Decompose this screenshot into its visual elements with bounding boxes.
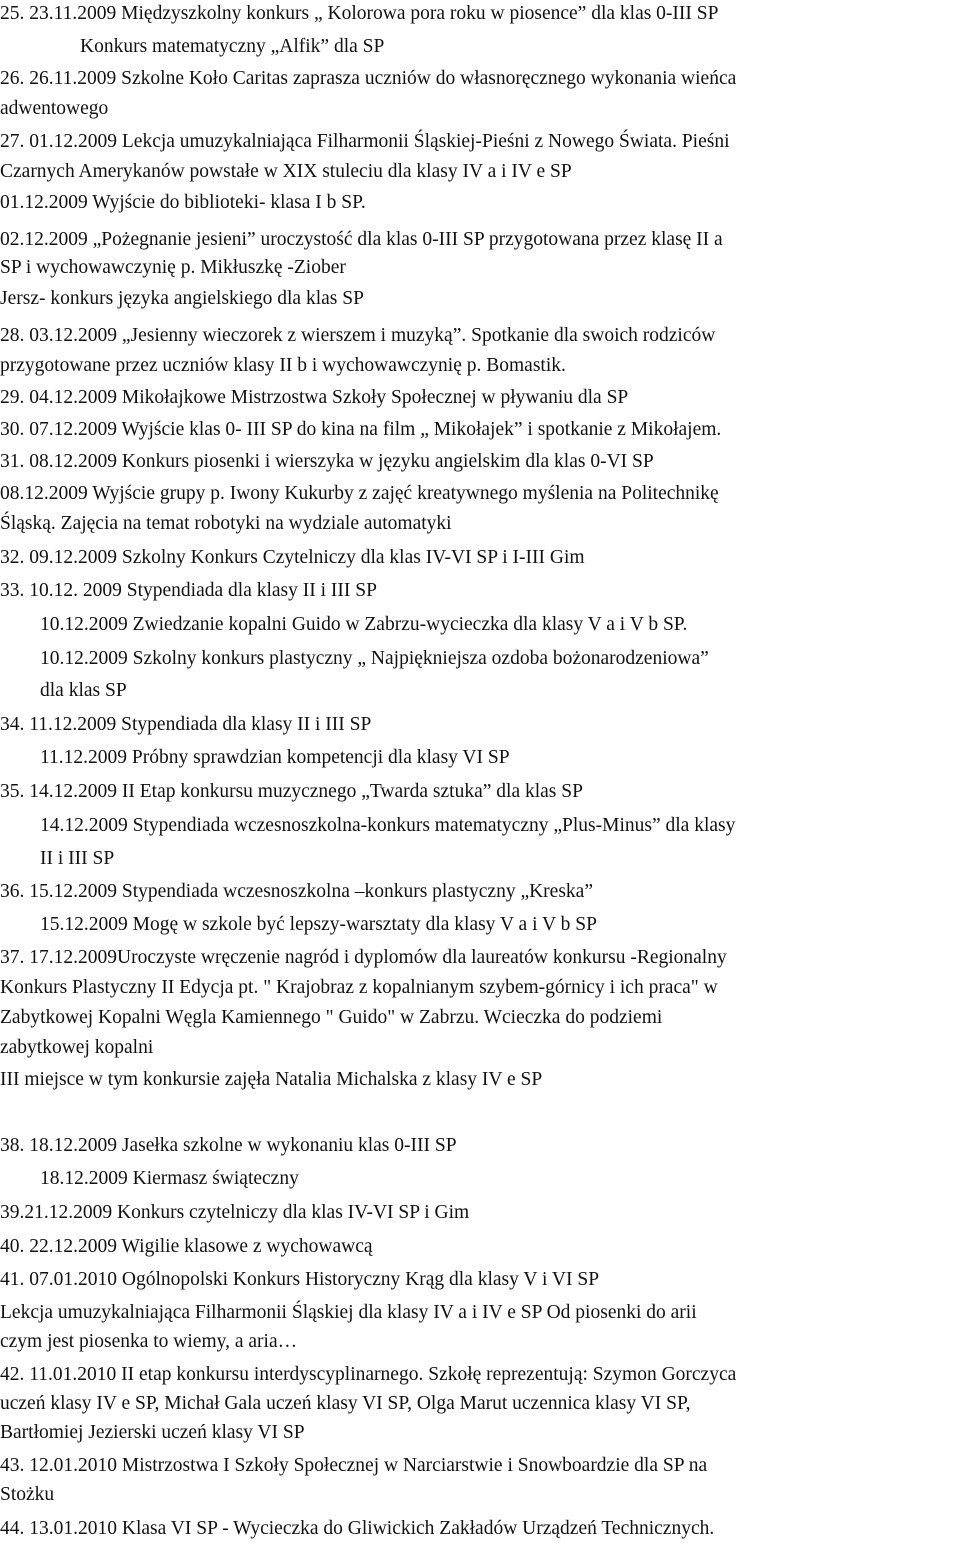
document-line: 31. 08.12.2009 Konkurs piosenki i wierszyka w języku angielskim dla klas 0-VI SP	[0, 451, 654, 472]
document-line: III miejsce w tym konkursie zajęła Natalia Michalska z klasy IV e SP	[0, 1069, 543, 1090]
document-line: 02.12.2009 „Pożegnanie jesieni” uroczystość dla klas 0-III SP przygotowana przez klasę II a	[0, 229, 723, 250]
document-line: 11.12.2009 Próbny sprawdzian kompetencji dla klasy VI SP	[40, 747, 510, 768]
document-line: 26. 26.11.2009 Szkolne Koło Caritas zaprasza uczniów do własnoręcznego wykonania wieńca	[0, 68, 737, 89]
document-line: czym jest piosenka to wiemy, a aria…	[0, 1331, 298, 1352]
document-line: 38. 18.12.2009 Jasełka szkolne w wykonaniu klas 0-III SP	[0, 1135, 457, 1156]
document-line: 15.12.2009 Mogę w szkole być lepszy-warsztaty dla klasy V a i V b SP	[40, 914, 597, 935]
document-line: 27. 01.12.2009 Lekcja umuzykalniająca Filharmonii Śląskiej-Pieśni z Nowego Świata. Pieśni	[0, 131, 730, 152]
document-line: Bartłomiej Jezierski uczeń klasy VI SP	[0, 1422, 305, 1443]
document-line: Zabytkowej Kopalni Węgla Kamiennego " Guido" w Zabrzu. Wcieczka do podziemi	[0, 1007, 663, 1028]
document-line: uczeń klasy IV e SP, Michał Gala uczeń klasy VI SP, Olga Marut uczennica klasy VI SP,	[0, 1393, 691, 1414]
document-line: Śląską. Zajęcia na temat robotyki na wydziale automatyki	[0, 513, 452, 534]
document-line: 44. 13.01.2010 Klasa VI SP - Wycieczka do Gliwickich Zakładów Urządzeń Technicznych.	[0, 1518, 715, 1539]
document-line: Czarnych Amerykanów powstałe w XIX stuleciu dla klasy IV a i IV e SP	[0, 161, 572, 182]
document-line: 33. 10.12. 2009 Stypendiada dla klasy II i III SP	[0, 580, 377, 601]
document-line: przygotowane przez uczniów klasy II b i wychowawczynię p. Bomastik.	[0, 355, 566, 376]
document-line: 01.12.2009 Wyjście do biblioteki- klasa I b SP.	[0, 192, 366, 213]
document-line: SP i wychowawczynię p. Mikłuszkę -Ziober	[0, 257, 346, 278]
document-line: 29. 04.12.2009 Mikołajkowe Mistrzostwa Szkoły Społecznej w pływaniu dla SP	[0, 387, 629, 408]
document-line: 42. 11.01.2010 II etap konkursu interdyscyplinarnego. Szkołę reprezentują: Szymon Gorczyca	[0, 1364, 737, 1385]
document-line: Stożku	[0, 1484, 55, 1505]
document-line: 10.12.2009 Szkolny konkurs plastyczny „ Najpiękniejsza ozdoba bożonarodzeniowa”	[40, 648, 709, 669]
document-line: 35. 14.12.2009 II Etap konkursu muzycznego „Twarda sztuka” dla klas SP	[0, 781, 583, 802]
document-line: 18.12.2009 Kiermasz świąteczny	[40, 1168, 299, 1189]
document-line: 30. 07.12.2009 Wyjście klas 0- III SP do kina na film „ Mikołajek” i spotkanie z Mikołajem.	[0, 419, 722, 440]
document-line: 36. 15.12.2009 Stypendiada wczesnoszkolna –konkurs plastyczny „Kreska”	[0, 881, 593, 902]
document-line: 43. 12.01.2010 Mistrzostwa I Szkoły Społecznej w Narciarstwie i Snowboardzie dla SP na	[0, 1455, 708, 1476]
document-line: Lekcja umuzykalniająca Filharmonii Śląskiej dla klasy IV a i IV e SP Od piosenki do arii	[0, 1302, 697, 1323]
document-line: 25. 23.11.2009 Międzyszkolny konkurs „ Kolorowa pora roku w piosence” dla klas 0-III SP	[0, 3, 719, 24]
document-line: 32. 09.12.2009 Szkolny Konkurs Czytelniczy dla klas IV-VI SP i I-III Gim	[0, 547, 585, 568]
document-line: 41. 07.01.2010 Ogólnopolski Konkurs Historyczny Krąg dla klasy V i VI SP	[0, 1269, 600, 1290]
document-line: Jersz- konkurs języka angielskiego dla klas SP	[0, 288, 364, 309]
document-line: 08.12.2009 Wyjście grupy p. Iwony Kukurby z zajęć kreatywnego myślenia na Politechnikę	[0, 483, 719, 504]
document-line: adwentowego	[0, 98, 109, 119]
document-line: 40. 22.12.2009 Wigilie klasowe z wychowawcą	[0, 1236, 373, 1257]
document-line: 34. 11.12.2009 Stypendiada dla klasy II i III SP	[0, 714, 372, 735]
document-line: dla klas SP	[40, 680, 127, 701]
document-line: II i III SP	[40, 848, 115, 869]
document-line: 28. 03.12.2009 „Jesienny wieczorek z wierszem i muzyką”. Spotkanie dla swoich rodziców	[0, 325, 716, 346]
document-line: 14.12.2009 Stypendiada wczesnoszkolna-konkurs matematyczny „Plus-Minus” dla klasy	[40, 815, 736, 836]
document-line: Konkurs matematyczny „Alfik” dla SP	[80, 36, 385, 57]
document-line: 10.12.2009 Zwiedzanie kopalni Guido w Zabrzu-wycieczka dla klasy V a i V b SP.	[40, 614, 688, 635]
document-line: zabytkowej kopalni	[0, 1037, 154, 1058]
document-line: 39.21.12.2009 Konkurs czytelniczy dla klas IV-VI SP i Gim	[0, 1202, 470, 1223]
document-line: Konkurs Plastyczny II Edycja pt. " Krajobraz z kopalnianym szybem-górnicy i ich praca" w	[0, 977, 718, 998]
document-line: 37. 17.12.2009Uroczyste wręczenie nagród i dyplomów dla laureatów konkursu -Regionalny	[0, 947, 727, 968]
